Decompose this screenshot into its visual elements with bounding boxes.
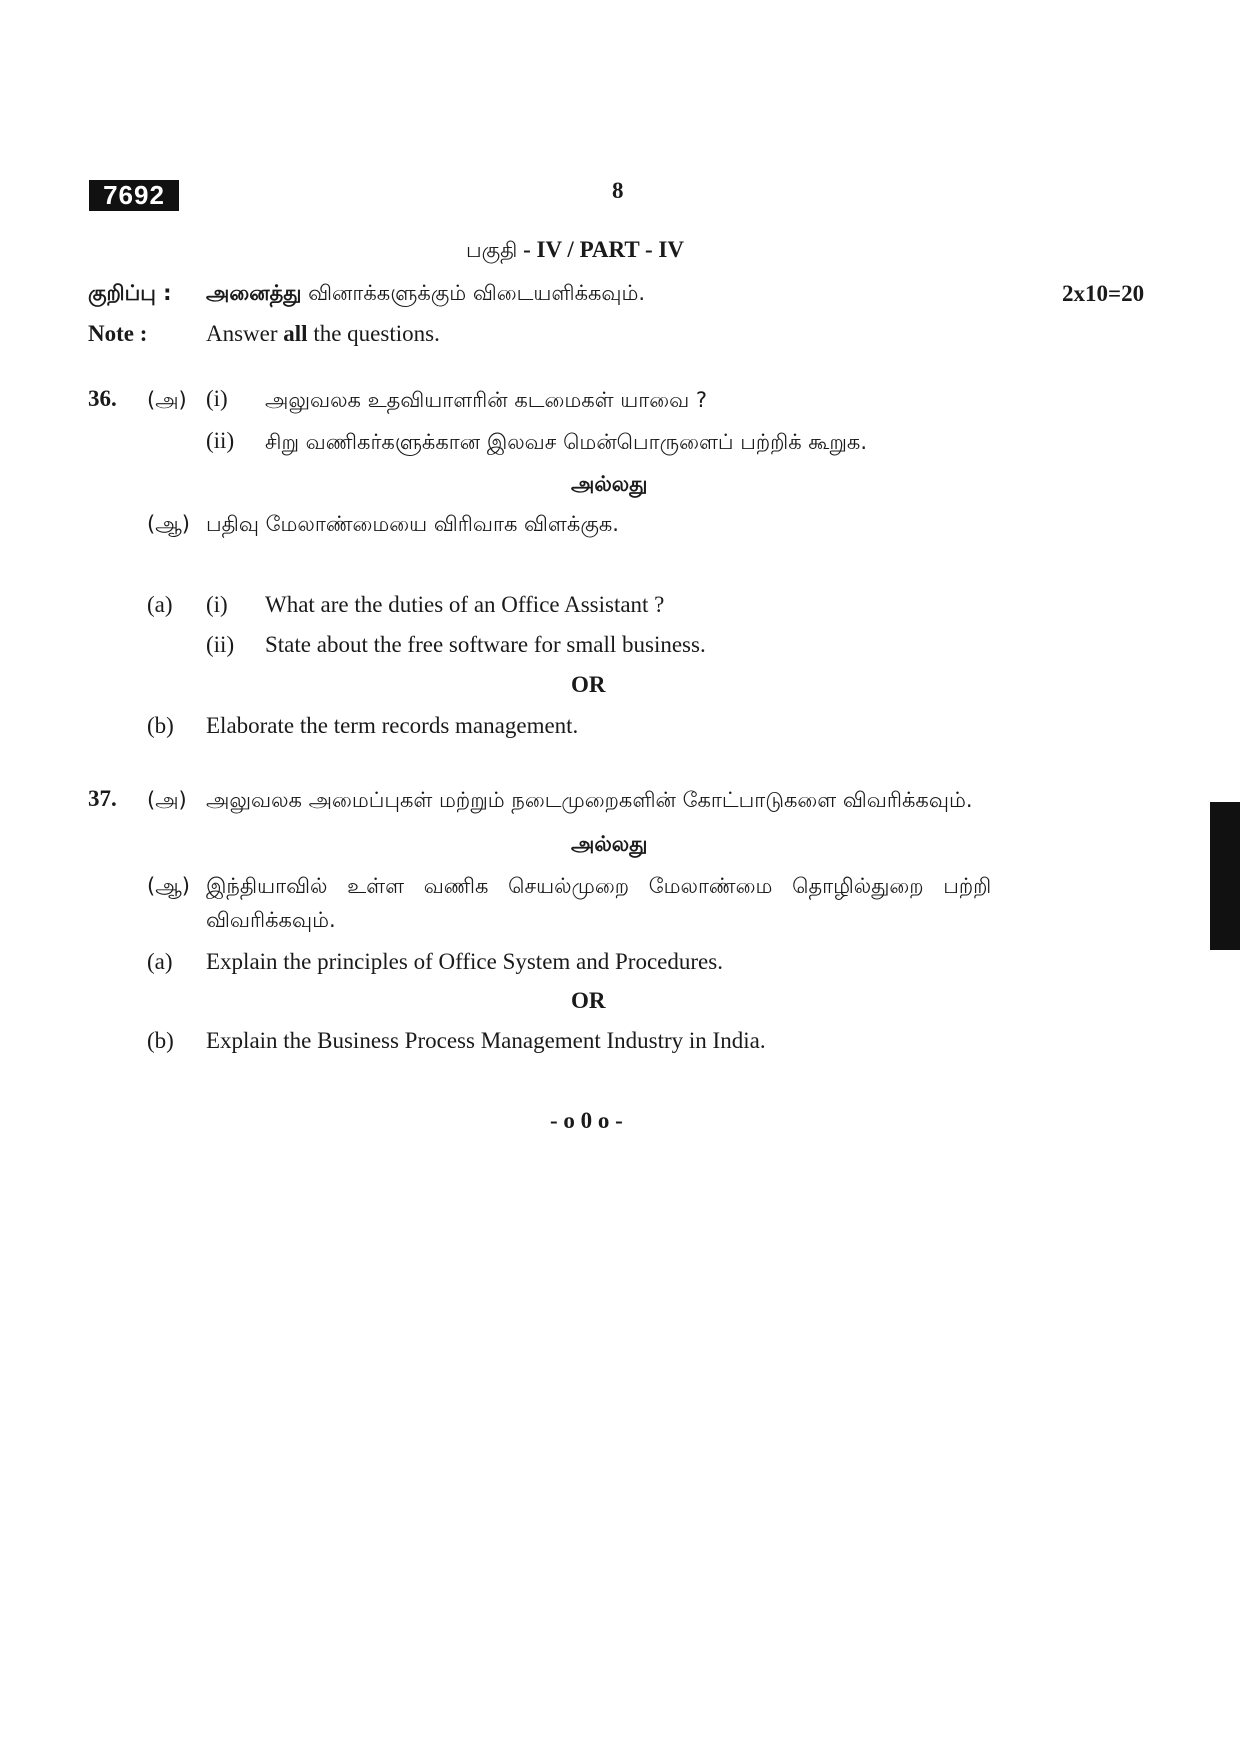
q36-or-english: OR bbox=[571, 672, 606, 697]
q36-a-label-tamil: (அ) bbox=[147, 388, 187, 412]
section-title bbox=[466, 236, 684, 265]
note-label-tamil: குறிப்பு : bbox=[88, 281, 172, 305]
q36-a-ii-english: State about the free software for small business. bbox=[265, 632, 706, 657]
marks-label: 2x10=20 bbox=[1062, 281, 1145, 306]
note-label-english: Note : bbox=[88, 321, 148, 346]
paper-code-badge: 7692 bbox=[89, 180, 179, 211]
q37-b-tamil-line2: விவரிக்கவும். bbox=[206, 908, 336, 932]
q36-b-tamil: பதிவு மேலாண்மையை விரிவாக விளக்குக. bbox=[206, 512, 619, 536]
end-mark: - o 0 o - bbox=[550, 1108, 623, 1133]
q37-b-label: (b) bbox=[147, 1028, 174, 1053]
section-title-english: - IV / PART - IV bbox=[517, 237, 684, 262]
q36-or-tamil: அல்லது bbox=[571, 472, 648, 496]
q37-b-tamil-line1: இந்தியாவில் உள்ள வணிக செயல்முறை மேலாண்மை தொழில்துறை பற்றி bbox=[206, 874, 992, 898]
q37-b-english: Explain the Business Process Management Industry in India. bbox=[206, 1028, 766, 1053]
note-post: the questions. bbox=[307, 321, 440, 346]
page-edge-marker bbox=[1210, 802, 1240, 950]
note-bold-tamil: அனைத்து bbox=[206, 281, 302, 305]
q37-or-english: OR bbox=[571, 988, 606, 1013]
question-36-number: 36. bbox=[88, 386, 117, 411]
q37-b-label-tamil: (ஆ) bbox=[147, 874, 190, 898]
section-title-tamil: பகுதி bbox=[466, 238, 518, 262]
q36-a-ii-tamil: சிறு வணிகர்களுக்கான இலவச மென்பொருளைப் பற்றிக் கூறுக. bbox=[265, 430, 868, 454]
note-rest-tamil: வினாக்களுக்கும் விடையளிக்கவும். bbox=[301, 281, 646, 305]
q37-a-label-tamil: (அ) bbox=[147, 788, 187, 812]
q37-or-tamil: அல்லது bbox=[571, 832, 648, 856]
q36-b-label-tamil: (ஆ) bbox=[147, 512, 190, 536]
q36-a-ii-label-tamil: (ii) bbox=[206, 428, 235, 453]
note-bold: all bbox=[283, 321, 308, 346]
q37-a-tamil: அலுவலக அமைப்புகள் மற்றும் நடைமுறைகளின் கோட்பாடுகளை விவரிக்கவும். bbox=[206, 788, 973, 812]
q36-a-label: (a) bbox=[147, 592, 173, 617]
q37-a-english: Explain the principles of Office System and Procedures. bbox=[206, 949, 723, 974]
note-text-tamil bbox=[206, 281, 645, 308]
question-37-number: 37. bbox=[88, 786, 117, 811]
q36-a-i-label: (i) bbox=[206, 592, 228, 617]
q36-b-label: (b) bbox=[147, 713, 174, 738]
q36-b-english: Elaborate the term records management. bbox=[206, 713, 579, 738]
page-number: 8 bbox=[612, 178, 624, 203]
q37-a-label: (a) bbox=[147, 949, 173, 974]
q36-a-i-tamil: அலுவலக உதவியாளரின் கடமைகள் யாவை ? bbox=[265, 388, 708, 412]
q36-a-ii-label: (ii) bbox=[206, 632, 235, 657]
note-text-english bbox=[206, 321, 440, 347]
q36-a-i-label-tamil: (i) bbox=[206, 386, 228, 411]
q36-a-i-english: What are the duties of an Office Assistant ? bbox=[265, 592, 665, 617]
note-pre: Answer bbox=[206, 321, 284, 346]
